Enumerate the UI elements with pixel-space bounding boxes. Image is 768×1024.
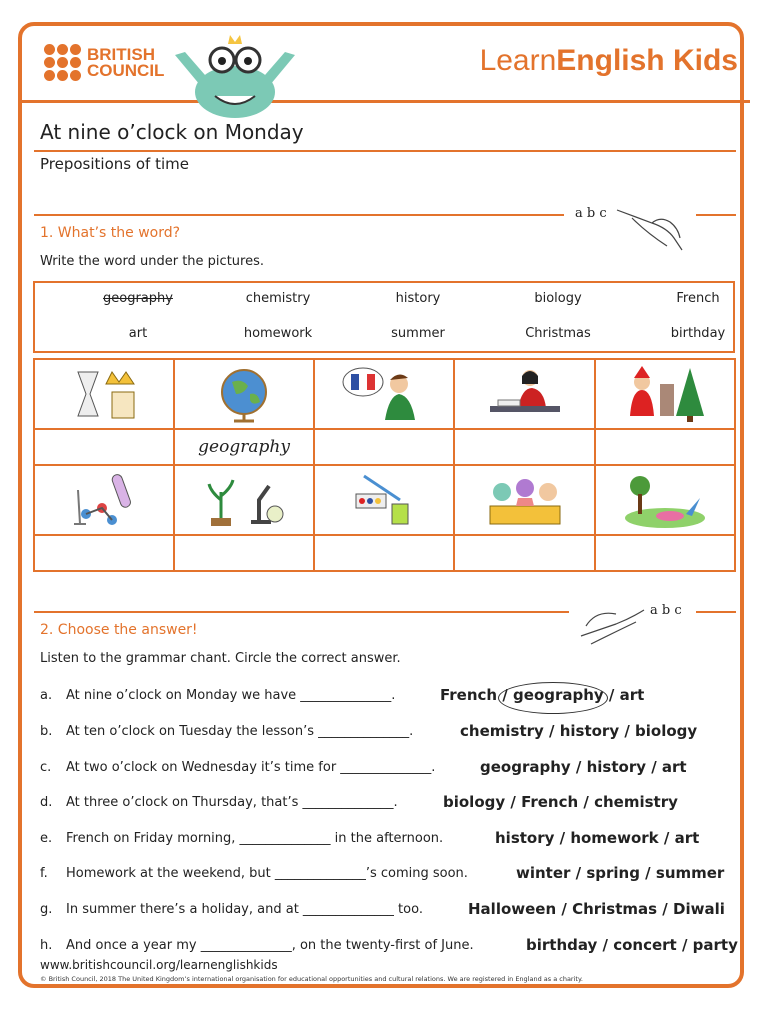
question-item: d. At three o’clock on Thursday, that’s ______________. biology / French / chemistry <box>40 793 678 811</box>
hourglass-crown-icon <box>64 364 144 424</box>
answer-options[interactable]: French / geography / art <box>440 686 645 704</box>
bc-line2: COUNCIL <box>87 60 165 80</box>
question-item: b. At ten o’clock on Tuesday the lesson’s ______________. chemistry / history / biology <box>40 722 698 740</box>
answer-cell[interactable] <box>34 535 174 571</box>
monster-mascot-icon <box>170 30 300 120</box>
answer-circle <box>498 682 608 714</box>
question-item: h. And once a year my ______________, on the twenty-first of June. birthday / concert / party <box>40 936 738 954</box>
word-summer: summer <box>391 326 445 341</box>
section2-abc-label: a b c <box>650 603 682 618</box>
picture-history <box>34 359 174 429</box>
word-christmas: Christmas <box>525 326 591 341</box>
woman-at-desk-icon <box>480 364 570 424</box>
section1-abc-label: a b c <box>575 206 607 221</box>
section2-instruction: Listen to the grammar chant. Circle the correct answer. <box>40 651 401 666</box>
answer-cell[interactable] <box>595 535 735 571</box>
page-title: At nine o’clock on Monday <box>40 120 304 144</box>
section2-divider-end <box>696 611 736 613</box>
plant-microscope-icon <box>199 470 289 530</box>
answer-options[interactable]: history / homework / art <box>495 829 700 847</box>
word-french: French <box>676 291 720 306</box>
picture-chemistry <box>454 359 594 429</box>
answer-cell[interactable]: geography <box>174 429 314 465</box>
word-history: history <box>395 291 441 306</box>
test-tube-molecule-icon <box>64 470 144 530</box>
answer-options[interactable]: Halloween / Christmas / Diwali <box>468 900 725 918</box>
picture-christmas <box>595 359 735 429</box>
answer-cell[interactable] <box>314 535 454 571</box>
section2-title: 2. Choose the answer! <box>40 622 198 638</box>
answer-cell[interactable] <box>34 429 174 465</box>
picture-biology <box>174 465 314 535</box>
answer-cell[interactable] <box>454 535 594 571</box>
section2-divider <box>34 611 569 613</box>
question-item: c. At two o’clock on Wednesday it’s time for ______________. geography / history / art <box>40 758 687 776</box>
footer-url[interactable]: www.britishcouncil.org/learnenglishkids <box>40 958 278 972</box>
answer-options[interactable]: biology / French / chemistry <box>443 793 678 811</box>
picture-birthday <box>454 465 594 535</box>
bc-line1: BRITISH <box>87 44 155 64</box>
word-art: art <box>128 326 148 341</box>
globe-icon <box>204 364 284 424</box>
word-box <box>33 281 735 353</box>
section1-title: 1. What’s the word? <box>40 225 181 241</box>
question-item: f. Homework at the weekend, but ______________’s coming soon. winter / spring / summer <box>40 864 725 882</box>
title-underline <box>34 150 736 152</box>
question-item: a. At nine o’clock on Monday we have ______________. French / geography / art <box>40 686 645 704</box>
answer-options[interactable]: birthday / concert / party <box>526 936 738 954</box>
word-birthday: birthday <box>670 326 726 341</box>
word-homework: homework <box>243 326 313 341</box>
writing-hand-icon <box>612 198 692 253</box>
paint-palette-icon <box>344 470 424 530</box>
french-speaker-icon <box>339 364 429 424</box>
answer-cell[interactable] <box>595 429 735 465</box>
word-geography: geography <box>103 291 173 306</box>
picture-art <box>314 465 454 535</box>
summer-garden-icon <box>620 470 710 530</box>
word-chemistry: chemistry <box>245 291 311 306</box>
answer-cell[interactable] <box>174 535 314 571</box>
answer-cell[interactable] <box>314 429 454 465</box>
header-divider <box>18 100 750 103</box>
santa-tree-icon <box>620 364 710 424</box>
bc-dots-icon <box>44 44 81 81</box>
answer-options[interactable]: chemistry / history / biology <box>460 722 698 740</box>
question-item: e. French on Friday morning, ______________ in the afternoon. history / homework / art <box>40 829 700 847</box>
answer-options[interactable]: geography / history / art <box>480 758 687 776</box>
picture-chemistry-lab <box>34 465 174 535</box>
picture-geography <box>174 359 314 429</box>
british-council-logo <box>44 44 164 81</box>
party-icon <box>480 470 570 530</box>
question-item: g. In summer there’s a holiday, and at ______________ too. Halloween / Christmas / Diwali <box>40 900 725 918</box>
section1-divider <box>34 214 564 216</box>
picture-grid <box>33 358 736 572</box>
picture-french <box>314 359 454 429</box>
picture-summer <box>595 465 735 535</box>
answer-cell[interactable] <box>454 429 594 465</box>
section1-divider-end <box>696 214 736 216</box>
answer-options[interactable]: winter / spring / summer <box>516 864 725 882</box>
learnenglish-kids-logo: LearnEnglish Kids <box>479 44 738 77</box>
section1-instruction: Write the word under the pictures. <box>40 254 264 269</box>
writing-hand-icon <box>576 596 656 651</box>
word-biology: biology <box>534 291 582 306</box>
footer-copyright: © British Council, 2018 The United Kingdom’s international organisation for educational opportunities and cultural relations. We are registered in England as a charity. <box>40 975 583 983</box>
page-subtitle: Prepositions of time <box>40 155 189 173</box>
